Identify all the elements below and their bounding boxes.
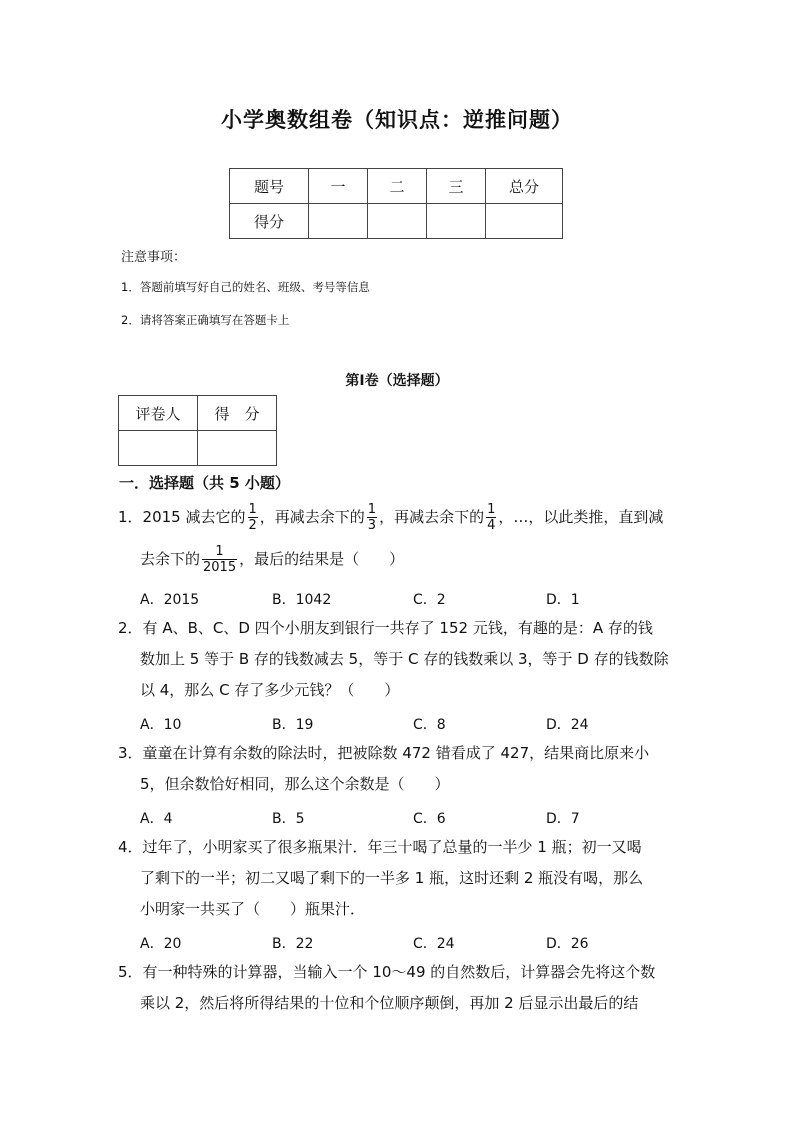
question-number: 5． [118, 963, 143, 981]
question-line: 数加上 5 等于 B 存的钱数减去 5，等于 C 存的钱数乘以 3，等于 D 存的钱数除 [140, 650, 669, 668]
score-header-cell: 题号 [230, 169, 309, 204]
grader-cell[interactable] [119, 431, 198, 466]
score-cell[interactable] [309, 204, 368, 239]
fraction-numerator: 1 [487, 502, 496, 517]
fraction [202, 544, 237, 575]
question-number: 1． [118, 508, 143, 526]
score-table [229, 168, 563, 239]
notice-item: 2．请将答案正确填写在答题卡上 [121, 313, 290, 327]
volume-title: 第Ⅰ卷（选择题） [345, 373, 449, 389]
question-2 [118, 613, 678, 706]
option-d[interactable]: D．24 [546, 717, 589, 733]
notice-item: 1．答题前填写好自己的姓名、班级、考号等信息 [121, 280, 370, 294]
notice-title: 注意事项： [121, 250, 187, 265]
score-row-label: 得分 [230, 204, 309, 239]
fraction [367, 502, 377, 533]
question-text: ，…，以此类推，直到减 [498, 508, 664, 526]
question-number: 4． [118, 838, 143, 856]
option-b[interactable]: B．5 [272, 811, 305, 827]
question-text: ，再减去余下的 [379, 508, 485, 526]
option-c[interactable]: C．6 [413, 811, 446, 827]
option-b[interactable]: B．1042 [272, 592, 332, 608]
score-header-cell: 总分 [486, 169, 563, 204]
question-text: 有 A、B、C、D 四个小朋友到银行一共存了 152 元钱，有趣的是：A 存的钱 [142, 619, 653, 637]
fraction-numerator: 1 [202, 544, 237, 560]
fraction-denominator: 3 [367, 518, 377, 533]
grader-header-cell: 得 分 [198, 396, 277, 431]
question-number: 3． [118, 744, 143, 762]
question-text: 有一种特殊的计算器，当输入一个 10～49 的自然数后，计算器会先将这个数 [142, 963, 656, 981]
question-5 [118, 957, 678, 1019]
question-line: 5，但余数恰好相同，那么这个余数是（ ） [140, 775, 450, 793]
fraction-numerator: 1 [248, 502, 257, 517]
option-b[interactable]: B．19 [272, 717, 314, 733]
question-text: 童童在计算有余数的除法时，把被除数 472 错看成了 427，结果商比原来小 [142, 744, 650, 762]
question-line: 以 4，那么 C 存了多少元钱？（ ） [140, 681, 400, 699]
score-cell[interactable] [486, 204, 563, 239]
question-text: 2015 减去它的 [142, 508, 246, 526]
score-header-cell: 三 [427, 169, 486, 204]
option-a[interactable]: A．20 [140, 936, 182, 952]
question-line: 乘以 2，然后将所得结果的十位和个位顺序颠倒，再加 2 后显示出最后的结 [140, 994, 639, 1012]
option-d[interactable]: D．1 [546, 592, 580, 608]
option-c[interactable]: C．2 [413, 592, 446, 608]
question-line [118, 832, 678, 863]
question-line [118, 957, 678, 988]
score-cell[interactable] [427, 204, 486, 239]
fraction-denominator: 2015 [203, 560, 237, 575]
grader-table-header-row [119, 396, 277, 431]
grader-score-cell[interactable] [198, 431, 277, 466]
question-number: 2． [118, 619, 143, 637]
fraction [248, 502, 258, 533]
question-text: 过年了，小明家买了很多瓶果汁．年三十喝了总量的一半少 1 瓶；初一又喝 [142, 838, 642, 856]
fraction [486, 502, 496, 533]
question-4 [118, 832, 678, 925]
question-line [118, 738, 678, 769]
score-cell[interactable] [368, 204, 427, 239]
option-d[interactable]: D．7 [546, 811, 580, 827]
question-line: 小明家一共买了（ ）瓶果汁． [140, 900, 366, 918]
question-1 [118, 502, 678, 580]
option-a[interactable]: A．4 [140, 811, 173, 827]
option-c[interactable]: C．24 [413, 936, 455, 952]
fraction-denominator: 2 [248, 518, 257, 533]
question-line [118, 613, 678, 644]
option-a[interactable]: A．2015 [140, 592, 200, 608]
page-title: 小学奥数组卷（知识点：逆推问题） [221, 108, 573, 132]
question-1-line [118, 544, 678, 580]
grader-table [118, 395, 277, 466]
question-3 [118, 738, 678, 800]
grader-table-entry-row [119, 431, 277, 466]
score-table-score-row [230, 204, 563, 239]
question-1-line [118, 502, 678, 538]
option-a[interactable]: A．10 [140, 717, 182, 733]
fraction-denominator: 4 [487, 518, 496, 533]
option-d[interactable]: D．26 [546, 936, 589, 952]
question-text: ，最后的结果是（ ） [239, 550, 405, 568]
question-text: ，再减去余下的 [259, 508, 365, 526]
score-header-cell: 二 [368, 169, 427, 204]
section-title: 一．选择题（共 5 小题） [119, 474, 290, 492]
question-text: 去余下的 [140, 550, 201, 568]
score-header-cell: 一 [309, 169, 368, 204]
score-table-header-row [230, 169, 563, 204]
option-c[interactable]: C．8 [413, 717, 446, 733]
fraction-numerator: 1 [367, 502, 377, 517]
question-line: 了剩下的一半；初二又喝了剩下的一半多 1 瓶，这时还剩 2 瓶没有喝，那么 [140, 869, 644, 887]
grader-header-cell: 评卷人 [119, 396, 198, 431]
option-b[interactable]: B．22 [272, 936, 314, 952]
